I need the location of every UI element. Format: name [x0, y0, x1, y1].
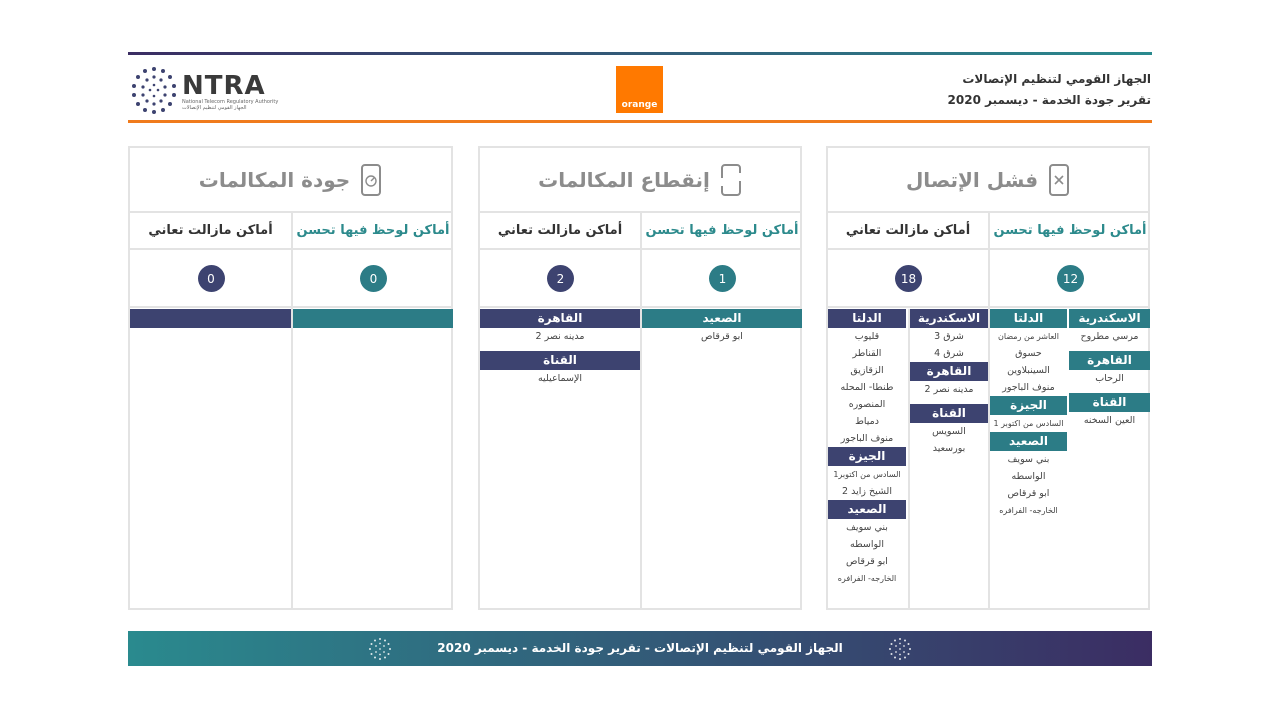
- footer-banner: [128, 631, 1152, 666]
- city: الواسطه: [850, 539, 884, 550]
- suffering-column: [828, 213, 988, 608]
- city: الإسماعيليه: [537, 373, 583, 384]
- count-row: [642, 250, 802, 308]
- city: السادس من اكتوبر 1: [993, 419, 1064, 428]
- city: مدينه نصر 2: [535, 331, 585, 342]
- region-header: الدلتا: [990, 309, 1067, 328]
- region-header: القناة: [1069, 393, 1150, 412]
- region-header: الاسكندرية: [1069, 309, 1150, 328]
- improved-count-badge: 1: [709, 265, 736, 292]
- panel-title: جودة المكالمات: [198, 167, 351, 192]
- region-header: الجيزة: [828, 447, 906, 466]
- improved-subcol-b: [990, 309, 1067, 519]
- suffering-label: أماكن مازالت تعاني: [480, 213, 640, 250]
- report-title: تقرير جودة الخدمة - ديسمبر 2020: [947, 93, 1151, 107]
- city: مرسي مطروح: [1080, 331, 1139, 342]
- city: الخارجه- الفرافره: [837, 574, 897, 583]
- city: الشيخ زايد 2: [842, 486, 892, 497]
- ntra-sub-ar: الجهاز القومي لتنظيم الإتصالات: [182, 105, 247, 111]
- city: طنطا- المحله: [840, 382, 894, 393]
- city: منوف الباجور: [1002, 382, 1055, 393]
- improved-column: [988, 213, 1150, 608]
- header-top-rule: [128, 52, 1152, 55]
- orange-logo: [616, 66, 663, 113]
- suffering-column: [480, 213, 640, 608]
- panel-call-drop: [478, 146, 802, 610]
- count-row: [130, 250, 291, 308]
- region-header: القناة: [480, 351, 640, 370]
- city: الرحاب: [1095, 373, 1124, 384]
- region-header: القاهرة: [910, 362, 988, 381]
- improved-subcol-a: [1069, 309, 1150, 429]
- city: منوف الباجور: [840, 433, 894, 444]
- orange-logo-text: orange: [621, 100, 658, 110]
- improved-label: أماكن لوحظ فيها تحسن: [990, 213, 1150, 250]
- suffering-label: أماكن مازالت تعاني: [130, 213, 291, 250]
- suffering-list: [480, 309, 640, 387]
- city: حسوق: [1015, 348, 1042, 359]
- city: السادس من اكتوبر1: [833, 470, 901, 479]
- count-row: [480, 250, 640, 308]
- improved-count-badge: 0: [360, 265, 387, 292]
- phone-x-icon: [1048, 164, 1070, 196]
- city: الخارجه- الفرافره: [999, 506, 1058, 515]
- region-header: الصعيد: [828, 500, 906, 519]
- count-row: [293, 250, 453, 308]
- city: قليوب: [854, 331, 880, 342]
- city: الزقازيق: [850, 365, 884, 376]
- improved-column: [291, 213, 453, 608]
- panel-title: إنقطاع المكالمات: [538, 167, 710, 192]
- city: السينبلاوين: [1007, 365, 1050, 376]
- panel-header: [480, 148, 800, 213]
- improved-label: أماكن لوحظ فيها تحسن: [642, 213, 802, 250]
- suffering-count-badge: 0: [198, 265, 225, 292]
- ntra-logo-text: NTRA: [182, 71, 266, 101]
- improved-list: [293, 309, 453, 328]
- city: بني سويف: [846, 522, 888, 533]
- org-name: الجهاز القومي لتنظيم الإتصالات: [962, 72, 1151, 86]
- city: بورسعيد: [932, 443, 966, 454]
- city: شرق 4: [934, 348, 964, 359]
- region-header: الاسكندرية: [910, 309, 988, 328]
- ntra-sub-en: National Telecom Regulatory Authority: [182, 99, 279, 105]
- footer-text: الجهاز القومي لتنظيم الإتصالات - تقرير جودة الخدمة - ديسمبر 2020: [437, 641, 843, 655]
- city: الواسطه: [1011, 471, 1046, 482]
- city: ابو قرقاص: [701, 331, 743, 342]
- count-row: [990, 250, 1150, 308]
- header-title: [948, 71, 1151, 108]
- suffering-count-badge: 18: [895, 265, 922, 292]
- city: العاشر من رمضان: [998, 332, 1059, 341]
- region-header: الصعيد: [990, 432, 1067, 451]
- header-bottom-rule: [128, 120, 1152, 123]
- suffering-subcol-b: [828, 309, 906, 587]
- panel-header: [130, 148, 451, 213]
- city: شرق 3: [934, 331, 964, 342]
- ntra-emblem-icon: [888, 637, 912, 661]
- city: المنصوره: [848, 399, 886, 410]
- region-header-empty: [293, 309, 453, 328]
- suffering-label: أماكن مازالت تعاني: [828, 213, 988, 250]
- panel-header: [828, 148, 1148, 213]
- ntra-logo: [130, 65, 279, 117]
- phone-broken-icon: [720, 164, 742, 196]
- city: بني سويف: [1007, 454, 1050, 465]
- city: ابو قرقاص: [846, 556, 888, 567]
- region-header: الصعيد: [642, 309, 802, 328]
- count-row: [828, 250, 988, 308]
- city: ابو قرقاص: [1007, 488, 1050, 499]
- city: دمياط: [855, 416, 879, 427]
- improved-label: أماكن لوحظ فيها تحسن: [293, 213, 453, 250]
- panel-connection-failure: [826, 146, 1150, 610]
- suffering-column: [130, 213, 291, 608]
- phone-gauge-icon: [360, 164, 382, 196]
- region-header: القناة: [910, 404, 988, 423]
- panel-call-quality: [128, 146, 453, 610]
- ntra-logo-subtitle: [182, 99, 278, 111]
- region-header: الدلتا: [828, 309, 906, 328]
- improved-list: [642, 309, 802, 345]
- suffering-list: [130, 309, 291, 328]
- city: القناطر: [852, 348, 882, 359]
- region-header: القاهرة: [1069, 351, 1150, 370]
- city: مدينه نصر 2: [924, 384, 974, 395]
- improved-count-badge: 12: [1057, 265, 1084, 292]
- suffering-count-badge: 2: [547, 265, 574, 292]
- suffering-subcol-a: [908, 309, 988, 608]
- improved-column: [640, 213, 802, 608]
- region-header-empty: [130, 309, 291, 328]
- city: العين السخنه: [1083, 415, 1136, 426]
- ntra-emblem-icon: [130, 65, 178, 115]
- region-header: الجيزة: [990, 396, 1067, 415]
- region-header: القاهرة: [480, 309, 640, 328]
- city: السويس: [932, 426, 966, 437]
- panel-title: فشل الإتصال: [905, 167, 1039, 192]
